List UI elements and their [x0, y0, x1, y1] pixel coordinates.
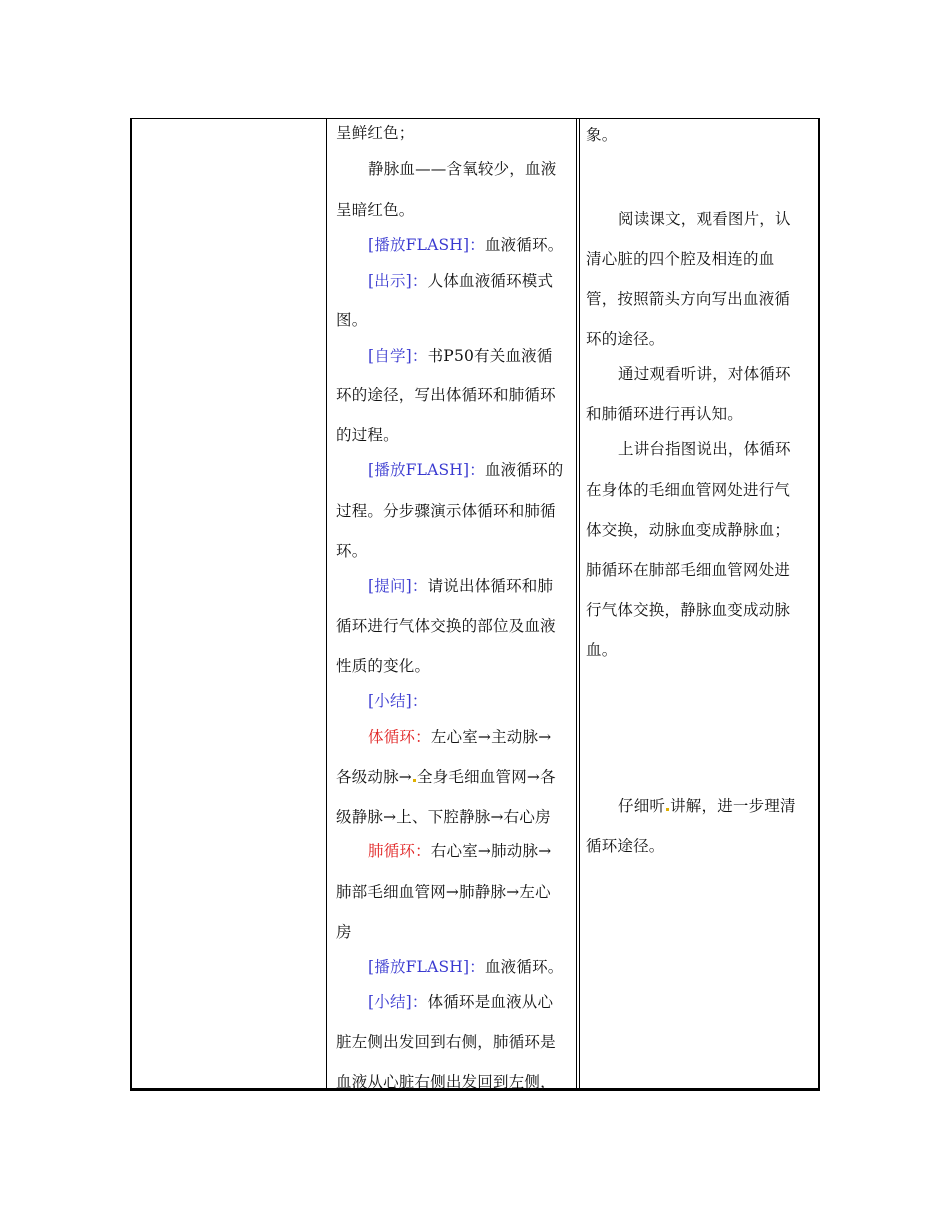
text-line: 静脉血——含氧较少，血液 [368, 160, 557, 178]
text-span: 血液循环的 [484, 461, 564, 479]
cursor-mark [413, 779, 416, 782]
text-span: 各级动脉→ [336, 768, 412, 786]
question-tag: [提问]： [368, 577, 428, 595]
text-line: 血液从心脏右侧出发回到左侧， [336, 1073, 556, 1091]
text-span: 左心室→主动脉→ [430, 728, 552, 746]
text-line: 环。 [336, 542, 368, 560]
text-span: 体循环是血液从心 [427, 993, 554, 1011]
text-line [368, 269, 553, 291]
flash-tag: [播放FLASH]： [368, 461, 485, 479]
text-line: 环的途径。 [586, 330, 665, 348]
text-span: 请说出体循环和肺 [427, 577, 554, 595]
text-line: 级静脉→上、下腔静脉→右心房 [336, 808, 551, 826]
text-line: 图。 [336, 311, 368, 329]
column-divider [579, 119, 580, 1088]
text-line [336, 765, 556, 787]
text-line: 性质的变化。 [336, 657, 431, 675]
text-line: 象。 [586, 126, 618, 144]
text-line: 过程。分步骤演示体循环和肺循 [336, 502, 556, 520]
lesson-table [130, 118, 820, 1091]
text-span: 全身毛细血管网→各 [417, 768, 556, 786]
text-span: 书P50有关血液循 [427, 347, 553, 365]
text-line: 肺部毛细血管网→肺静脉→左心 [336, 883, 551, 901]
text-line: 清心脏的四个腔及相连的血 [586, 250, 775, 268]
text-line: 和肺循环进行再认知。 [586, 405, 744, 423]
text-line: 的过程。 [336, 426, 399, 444]
text-line [368, 689, 428, 711]
flash-tag: [播放FLASH]： [368, 236, 485, 254]
text-span: 仔细听 [618, 797, 666, 815]
text-span: 血液循环。 [484, 236, 564, 254]
text-line: 脏左侧出发回到右侧，肺循环是 [336, 1033, 556, 1051]
text-line: 循环进行气体交换的部位及血液 [336, 617, 556, 635]
text-span: 人体血液循环模式 [427, 272, 554, 290]
text-line [368, 344, 553, 366]
text-line: 行气体交换，静脉血变成动脉 [586, 601, 791, 619]
column-divider [326, 119, 327, 1088]
text-line: 房 [336, 923, 352, 941]
text-line [368, 955, 564, 977]
text-line [368, 233, 564, 255]
text-line [368, 458, 564, 480]
pulmonary-circulation-tag: 肺循环： [368, 842, 431, 860]
text-line: 阅读课文，观看图片，认 [618, 210, 791, 228]
column-divider [576, 119, 577, 1088]
text-line: 管，按照箭头方向写出血液循 [586, 290, 791, 308]
text-line [368, 839, 551, 861]
selfstudy-tag: [自学]： [368, 347, 428, 365]
cursor-mark [666, 808, 669, 811]
text-line: 环的途径，写出体循环和肺循环 [336, 386, 556, 404]
summary-tag: [小结]： [368, 993, 428, 1011]
text-line: 血。 [586, 641, 618, 659]
text-line [368, 990, 553, 1012]
show-tag: [出示]： [368, 272, 428, 290]
text-line [368, 574, 553, 596]
text-line: 体交换，动脉血变成静脉血； [586, 521, 791, 539]
text-line [618, 794, 796, 816]
text-span: 讲解，进一步理清 [670, 797, 796, 815]
text-line: 呈暗红色。 [336, 201, 415, 219]
text-line [368, 725, 551, 747]
text-line: 肺循环在肺部毛细血管网处进 [586, 561, 791, 579]
text-line: 上讲台指图说出，体循环 [618, 440, 791, 458]
text-span: 右心室→肺动脉→ [430, 842, 552, 860]
text-line: 通过观看听讲，对体循环 [618, 365, 791, 383]
flash-tag: [播放FLASH]： [368, 958, 485, 976]
text-line: 循环途径。 [586, 837, 665, 855]
text-line: 在身体的毛细血管网处进行气 [586, 481, 791, 499]
text-span: 血液循环。 [484, 958, 564, 976]
text-line: 呈鲜红色； [336, 124, 415, 142]
summary-tag: [小结]： [368, 692, 428, 710]
systemic-circulation-tag: 体循环： [368, 728, 431, 746]
